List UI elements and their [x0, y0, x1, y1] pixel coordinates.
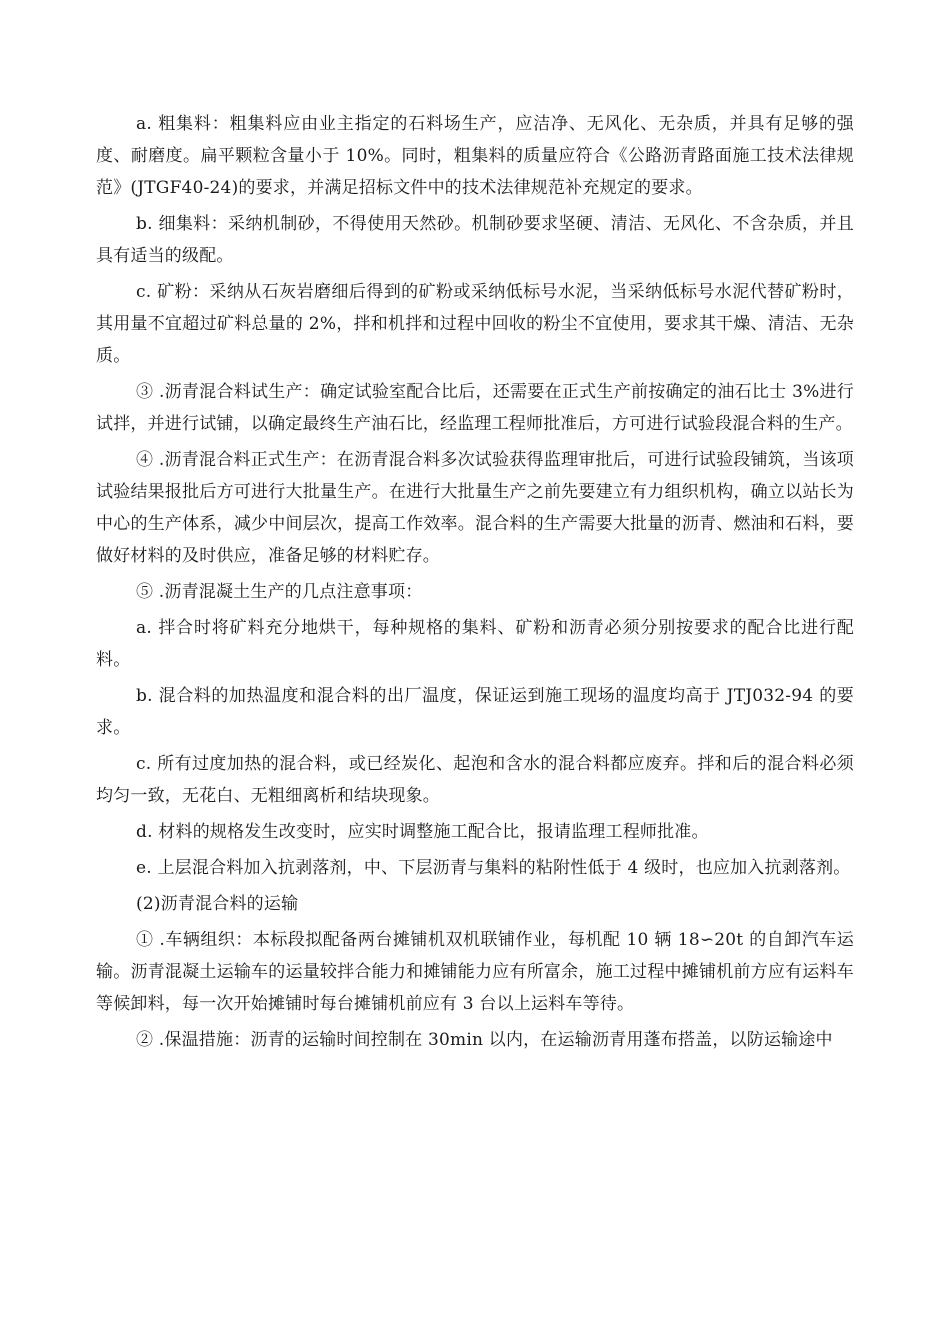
document-page	[96, 108, 854, 1060]
paragraph-note-b: b. 混合料的加热温度和混合料的出厂温度，保证运到施工现场的温度均高于 JTJ032-94 的要求。	[96, 686, 854, 738]
paragraph-note-e: e. 上层混合料加入抗剥落剂，中、下层沥青与集料的粘附性低于 4 级时，也应加入抗剥落剂。	[136, 858, 851, 878]
paragraph-coarse-aggregate: a. 粗集料：粗集料应由业主指定的石料场生产，应洁净、无风化、无杂质，并具有足够的强度、耐磨度。扁平颗粒含量小于 10%。同时，粗集料的质量应符合《公路沥青路面施工技术法律规范》(JTGF40-24)的要求，并满足招标文件中的技术法律规范补充规定的要求。	[96, 114, 854, 198]
paragraph-note-a: a. 拌合时将矿料充分地烘干，每种规格的集料、矿粉和沥青必须分别按要求的配合比进行配料。	[96, 618, 854, 670]
paragraph-trial-production: ③ .沥青混合料试生产：确定试验室配合比后，还需要在正式生产前按确定的油石比士 3%进行试拌，并进行试铺，以确定最终生产油石比，经监理工程师批准后，方可进行试验段混合料的生产。	[96, 382, 854, 434]
paragraph-formal-production: ④ .沥青混合料正式生产：在沥青混合料多次试验获得监理审批后，可进行试验段铺筑，当该项试验结果报批后方可进行大批量生产。在进行大批量生产之前先要建立有力组织机构，确立以站长为中心的生产体系，减少中间层次，提高工作效率。混合料的生产需要大批量的沥青、燃油和石料，要做好材料的及时供应，准备足够的材料贮存。	[96, 450, 854, 566]
paragraph-fine-aggregate: b. 细集料：采纳机制砂，不得使用天然砂。机制砂要求坚硬、清洁、无风化、不含杂质，并且具有适当的级配。	[96, 214, 854, 266]
section-heading-transport: (2)沥青混合料的运输	[136, 894, 299, 914]
paragraph-mineral-powder: c. 矿粉：采纳从石灰岩磨细后得到的矿粉或采纳低标号水泥，当采纳低标号水泥代替矿粉时，其用量不宜超过矿料总量的 2%，拌和机拌和过程中回收的粉尘不宜使用，要求其干燥、清洁、无杂质。	[96, 282, 854, 366]
paragraph-note-d: d. 材料的规格发生改变时，应实时调整施工配合比，报请监理工程师批准。	[136, 822, 709, 842]
paragraph-note-c: c. 所有过度加热的混合料，或已经炭化、起泡和含水的混合料都应废弃。拌和后的混合料必须均匀一致，无花白、无粗细离析和结块现象。	[96, 754, 854, 806]
paragraph-vehicle-organization: ① .车辆组织：本标段拟配备两台摊铺机双机联铺作业，每机配 10 辆 18∽20t 的自卸汽车运输。沥青混凝土运输车的运量较拌合能力和摊铺能力应有所富余，施工过程中摊铺机前方应有运料车等候卸料，每一次开始摊铺时每台摊铺机前应有 3 台以上运料车等待。	[96, 930, 854, 1014]
paragraph-notes-heading: ⑤ .沥青混凝土生产的几点注意事项：	[136, 582, 423, 602]
paragraph-insulation-measures: ② .保温措施：沥青的运输时间控制在 30min 以内，在运输沥青用蓬布搭盖，以防运输途中	[136, 1030, 833, 1050]
